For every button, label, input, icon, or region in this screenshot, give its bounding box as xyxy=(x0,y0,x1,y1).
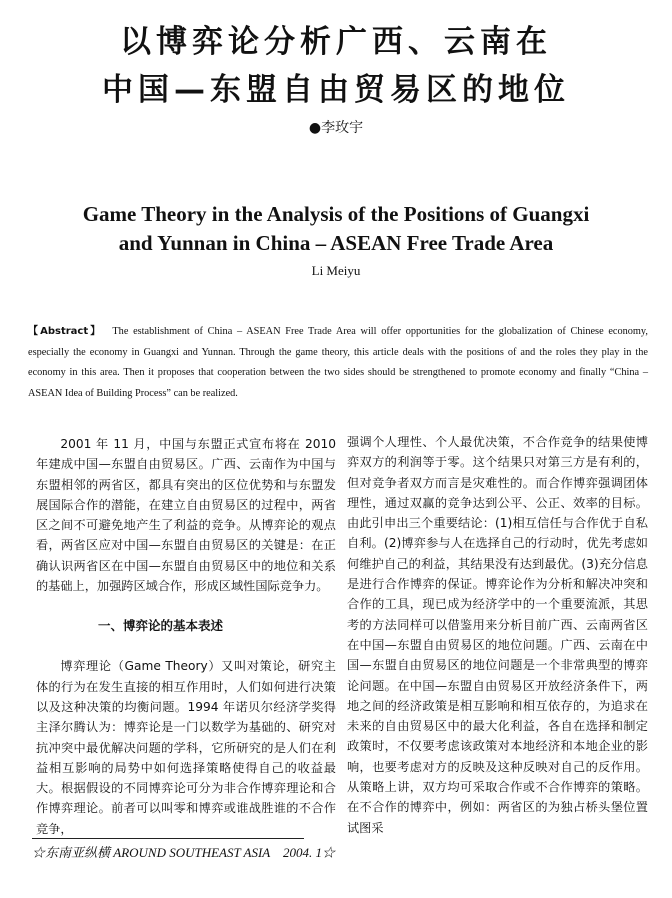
english-title-line-1: Game Theory in the Analysis of the Positions of Guangxi xyxy=(82,202,590,226)
abstract-text: The establishment of China – ASEAN Free Trade Area will offer opportunities for the globalization of Chinese economy, especially the economy in Guangxi and Yunnan. Through the game theory, this article deals with the positions of and the roles they play in the economy in this area. Then it proposes that cooperation between the two sides should be strengthened to promote economy and finally “China – ASEAN Idea of Building Process” can be realized. xyxy=(28,326,648,399)
abstract-label: 【Abstract】 xyxy=(28,326,103,337)
english-title-line-2: and Yunnan in China – ASEAN Free Trade Area xyxy=(118,231,554,255)
chinese-title-line-2: 中国—东盟自由贸易区的地位 xyxy=(102,72,570,108)
journal-footer: ☆东南亚纵横 AROUND SOUTHEAST ASIA 2004. 1☆ xyxy=(32,845,335,860)
right-column xyxy=(347,432,648,838)
intro-paragraph: 2001 年 11 月，中国与东盟正式宣布将在 2010 年建成中国—东盟自由贸易区。广西、云南作为中国与东盟相邻的两省区，都具有突出的区位优势和与东盟发展国际合作的潜能，在建立自由贸易区的过程中，两省区之间不可避免地产生了利益的竞争。从博弈论的观点看，两省区应对中国—东盟自由贸易区的关键是：在正确认识两省区在中国—东盟自由贸易区中的地位和关系的基础上，加强跨区域合作，形成区域性国际竞争力。 xyxy=(36,437,336,594)
chinese-title-line-1: 以博弈论分析广西、云南在 xyxy=(120,24,552,60)
continued-paragraph: 强调个人理性、个人最优决策，不合作竞争的结果使博弈双方的利润等于零。这个结果只对第三方是有利的，但对竞争者双方而言是灾难性的。而合作博弈强调团体理性，通过双赢的竞争达到公平、公正、效率的目标。由此引申出三个重要结论：(1)相互信任与合作优于自私自利。(2)博弈参与人在选择自己的行动时，优先考虑如何维护自己的利益，其结果没有达到最优。(3)充分信息是进行合作博弈的保证。博弈论作为分析和解决冲突和合作的工具，现已成为经济学中的一个重要流派，其思考的方法同样可以借鉴用来分析目前广西、云南两省区在中国—东盟自由贸易区的地位问题。广西、云南在中国—东盟自由贸易区的地位问题是一个非常典型的博弈论问题。在中国—东盟自由贸易区开放经济条件下，两地之间的经济政策是相互影响和相互依存的，为追求在未来的自由贸易区中的最大化利益，各自在选择和制定政策时，不仅要考虑该政策对本地经济和本地企业的影响，也要考虑对方的反映及这种反映对自己的反作用。从策略上讲，双方均可采取合作或不合作博弈的策略。在不合作的博弈中，例如：两省区的为独占桥头堡位置试图采 xyxy=(347,435,648,835)
section-heading: 一、博弈论的基本表述 xyxy=(98,618,224,634)
chinese-author: ●李玫宇 xyxy=(308,120,364,136)
footer-divider xyxy=(32,838,304,839)
left-column xyxy=(36,434,336,839)
english-author: Li Meiyu xyxy=(311,263,361,278)
section-paragraph: 博弈理论（Game Theory）又叫对策论，研究主体的行为在发生直接的相互作用时，人们如何进行决策以及这种决策的均衡问题。1994 年诺贝尔经济学奖得主泽尔腾认为：博弈论是一门以数学为基础的、研究对抗冲突中最优解决问题的学科，它所研究的是人们在利益相互影响的局势中如何选择策略使得自己的收益最大。根据假设的不同博弈论可分为非合作博弈理论和合作博弈理论。前者可以叫零和博弈或谁战胜谁的不合作竞争， xyxy=(36,659,336,836)
abstract xyxy=(28,322,648,404)
